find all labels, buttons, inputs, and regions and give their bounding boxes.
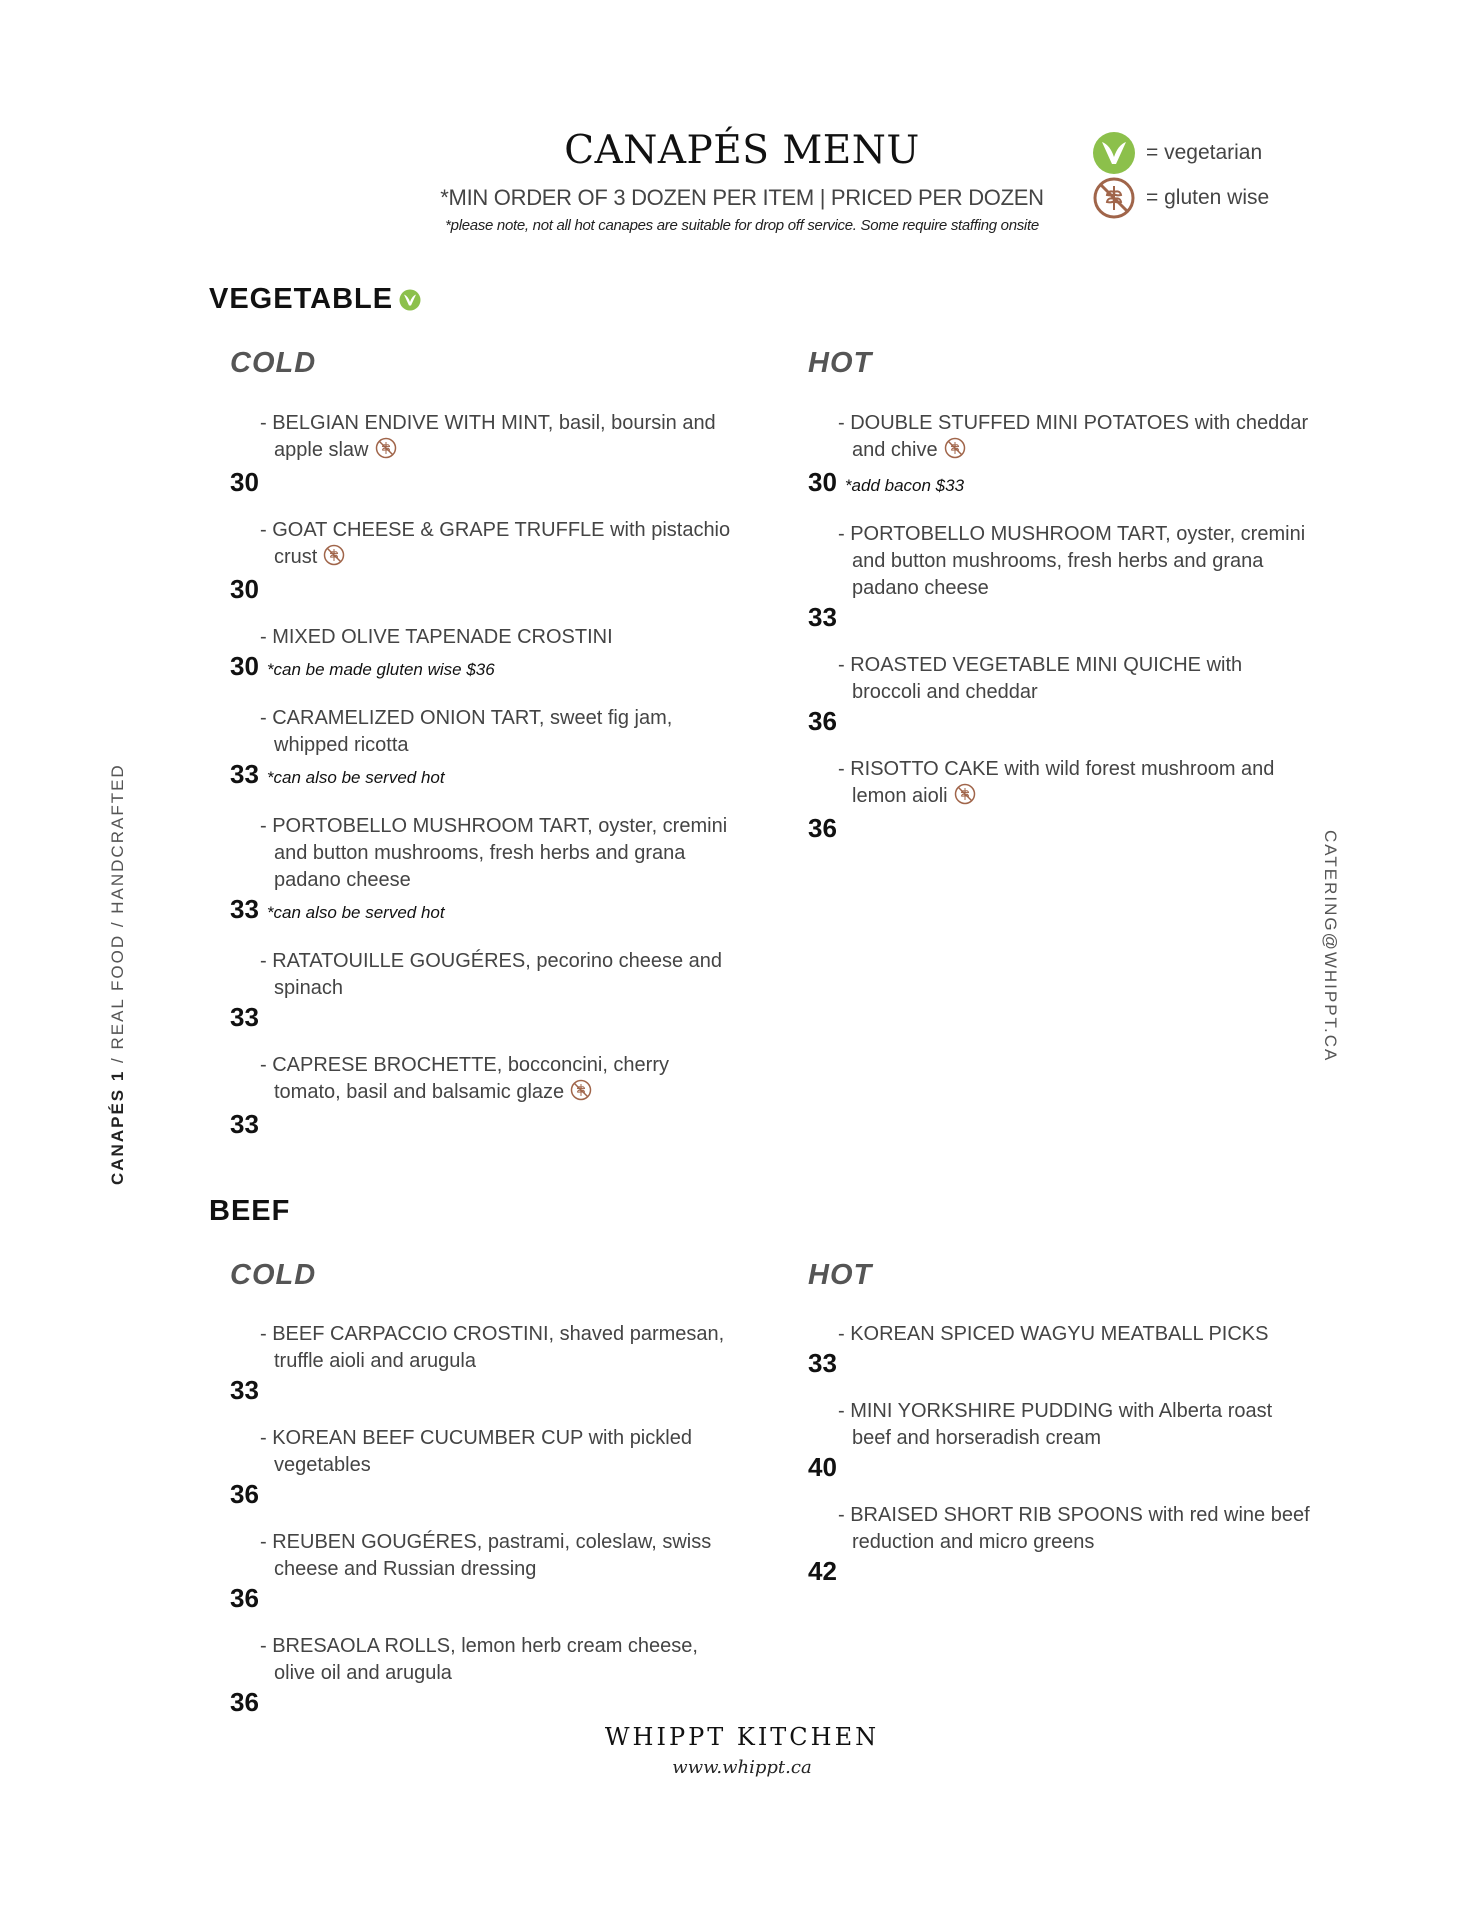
footer-brand: WHIPPT KITCHEN [604, 1723, 880, 1751]
menu-item [808, 410, 1310, 501]
menu-item-price-row [230, 1687, 732, 1717]
menu-item-price-row [230, 894, 732, 928]
menu-item-price-row [230, 1109, 732, 1139]
side-email: CATERING@WHIPPT.CA [1321, 830, 1340, 1063]
gluten-wise-icon [323, 544, 345, 574]
menu-item [230, 813, 732, 928]
menu-item-price: 40 [808, 1452, 837, 1482]
section-beef-title [209, 1195, 290, 1228]
menu-item-price-row [230, 759, 732, 793]
menu-item-price: 30 [230, 651, 259, 681]
legend-gluten-wise-label: = gluten wise [1146, 186, 1270, 209]
vegetarian-icon [399, 289, 421, 311]
vegetarian-icon [1092, 131, 1136, 175]
menu-item-price: 36 [808, 706, 837, 736]
menu-item-price: 36 [230, 1583, 259, 1613]
beef-hot-heading: HOT [808, 1259, 873, 1291]
menu-item-price-row [808, 467, 1310, 501]
legend-gluten-wise [1092, 176, 1269, 220]
menu-item-price: 30 [808, 467, 837, 497]
menu-item [808, 652, 1310, 736]
menu-item-price-row [808, 1452, 1310, 1482]
menu-item [808, 521, 1310, 632]
menu-item-price-row [808, 1348, 1310, 1378]
menu-item-description: - MIXED OLIVE TAPENADE CROSTINI [260, 626, 613, 648]
menu-item [230, 624, 732, 685]
menu-item-description: - BEEF CARPACCIO CROSTINI, shaved parmesan, truffle aioli and arugula [260, 1323, 725, 1372]
menu-item-description: - BELGIAN ENDIVE WITH MINT, basil, boursin and apple slaw [252, 410, 732, 467]
gluten-wise-icon [1092, 176, 1136, 220]
menu-item-price: 36 [230, 1479, 259, 1509]
vegetable-cold-heading: COLD [230, 347, 317, 379]
menu-item [808, 756, 1310, 843]
menu-item-price-row [808, 813, 1310, 843]
menu-item-price-row [230, 1375, 732, 1405]
menu-item-note: *can be made gluten wise $36 [266, 660, 495, 679]
gluten-wise-icon [375, 437, 397, 467]
menu-item-description: - GOAT CHEESE & GRAPE TRUFFLE with pistachio crust [252, 517, 732, 574]
menu-item-description: - BRAISED SHORT RIB SPOONS with red wine beef reduction and micro greens [838, 1504, 1310, 1553]
menu-item-description: - RATATOUILLE GOUGÉRES, pecorino cheese and spinach [260, 950, 723, 999]
menu-item [230, 1052, 732, 1139]
gluten-wise-icon [954, 783, 976, 813]
beef-cold-list [230, 1321, 732, 1737]
menu-item-description: - KOREAN SPICED WAGYU MEATBALL PICKS [838, 1323, 1269, 1345]
menu-item-price: 30 [230, 574, 259, 604]
menu-item-description: - ROASTED VEGETABLE MINI QUICHE with broccoli and cheddar [838, 654, 1243, 703]
menu-item-price: 33 [808, 602, 837, 632]
side-tagline-page: CANAPÉS 1 [108, 1069, 127, 1185]
menu-item-price: 36 [230, 1687, 259, 1717]
menu-item-price: 33 [230, 1109, 259, 1139]
menu-item [808, 1398, 1310, 1482]
menu-item-price: 42 [808, 1556, 837, 1586]
menu-item [230, 517, 732, 604]
menu-item-price-row [230, 1479, 732, 1509]
vegetable-cold-list [230, 410, 732, 1159]
menu-item [808, 1321, 1310, 1378]
side-tagline-rest: / REAL FOOD / HANDCRAFTED [108, 763, 127, 1070]
footer-url: www.whippt.ca [672, 1757, 812, 1778]
menu-item-price-row [808, 1556, 1310, 1586]
menu-item-note: *can also be served hot [266, 768, 445, 787]
beef-cold-heading: COLD [230, 1259, 317, 1291]
min-order-subtitle: *MIN ORDER OF 3 DOZEN PER ITEM | PRICED PER DOZEN [440, 185, 1044, 210]
menu-item-note: *add bacon $33 [844, 476, 965, 495]
vegetable-hot-list [808, 410, 1310, 863]
menu-item [230, 705, 732, 793]
menu-item-description: - RISOTTO CAKE with wild forest mushroom and lemon aioli [830, 756, 1310, 813]
staffing-note: *please note, not all hot canapes are suitable for drop off service. Some require staffing onsite [445, 217, 1039, 234]
menu-item-note: *can also be served hot [266, 903, 445, 922]
legend-vegetarian-label: = vegetarian [1146, 141, 1263, 164]
section-vegetable-label: VEGETABLE [209, 283, 394, 315]
menu-item-price-row [230, 1002, 732, 1032]
menu-item [230, 1425, 732, 1509]
menu-item-price: 33 [808, 1348, 837, 1378]
menu-item-price: 33 [230, 1002, 259, 1032]
menu-item-description: - CARAMELIZED ONION TART, sweet fig jam, whipped ricotta [260, 707, 673, 756]
menu-item [230, 1321, 732, 1405]
beef-hot-list [808, 1321, 1310, 1606]
menu-item [230, 410, 732, 497]
menu-item-price-row [230, 651, 732, 685]
menu-item-price-row [808, 602, 1310, 632]
gluten-wise-icon [944, 437, 966, 467]
menu-item-price: 33 [230, 894, 259, 924]
gluten-wise-icon [570, 1079, 592, 1109]
menu-item-price: 36 [808, 813, 837, 843]
menu-item-description: - KOREAN BEEF CUCUMBER CUP with pickled vegetables [260, 1427, 692, 1476]
menu-item-price-row [230, 1583, 732, 1613]
menu-item-price: 30 [230, 467, 259, 497]
menu-item [230, 948, 732, 1032]
menu-item-description: - REUBEN GOUGÉRES, pastrami, coleslaw, swiss cheese and Russian dressing [260, 1531, 712, 1580]
legend-vegetarian [1092, 131, 1262, 175]
menu-item-description: - MINI YORKSHIRE PUDDING with Alberta roast beef and horseradish cream [838, 1400, 1273, 1449]
page-title: CANAPÉS MENU [564, 128, 920, 173]
section-vegetable-title [209, 283, 421, 316]
menu-item-description: - PORTOBELLO MUSHROOM TART, oyster, cremini and button mushrooms, fresh herbs and grana padano cheese [838, 523, 1306, 599]
menu-item-price-row [230, 467, 732, 497]
section-beef-label: BEEF [209, 1195, 291, 1227]
menu-item-price-row [808, 706, 1310, 736]
menu-item-price: 33 [230, 759, 259, 789]
menu-item-price-row [230, 574, 732, 604]
menu-item-description: - DOUBLE STUFFED MINI POTATOES with cheddar and chive [830, 410, 1310, 467]
menu-item-description: - PORTOBELLO MUSHROOM TART, oyster, cremini and button mushrooms, fresh herbs and grana padano cheese [260, 815, 728, 891]
menu-item-description: - BRESAOLA ROLLS, lemon herb cream cheese, olive oil and arugula [260, 1635, 698, 1684]
menu-item [808, 1502, 1310, 1586]
menu-item [230, 1633, 732, 1717]
menu-item-description: - CAPRESE BROCHETTE, bocconcini, cherry tomato, basil and balsamic glaze [252, 1052, 732, 1109]
menu-item [230, 1529, 732, 1613]
side-tagline [108, 763, 128, 1185]
menu-item-price: 33 [230, 1375, 259, 1405]
vegetable-hot-heading: HOT [808, 347, 873, 379]
